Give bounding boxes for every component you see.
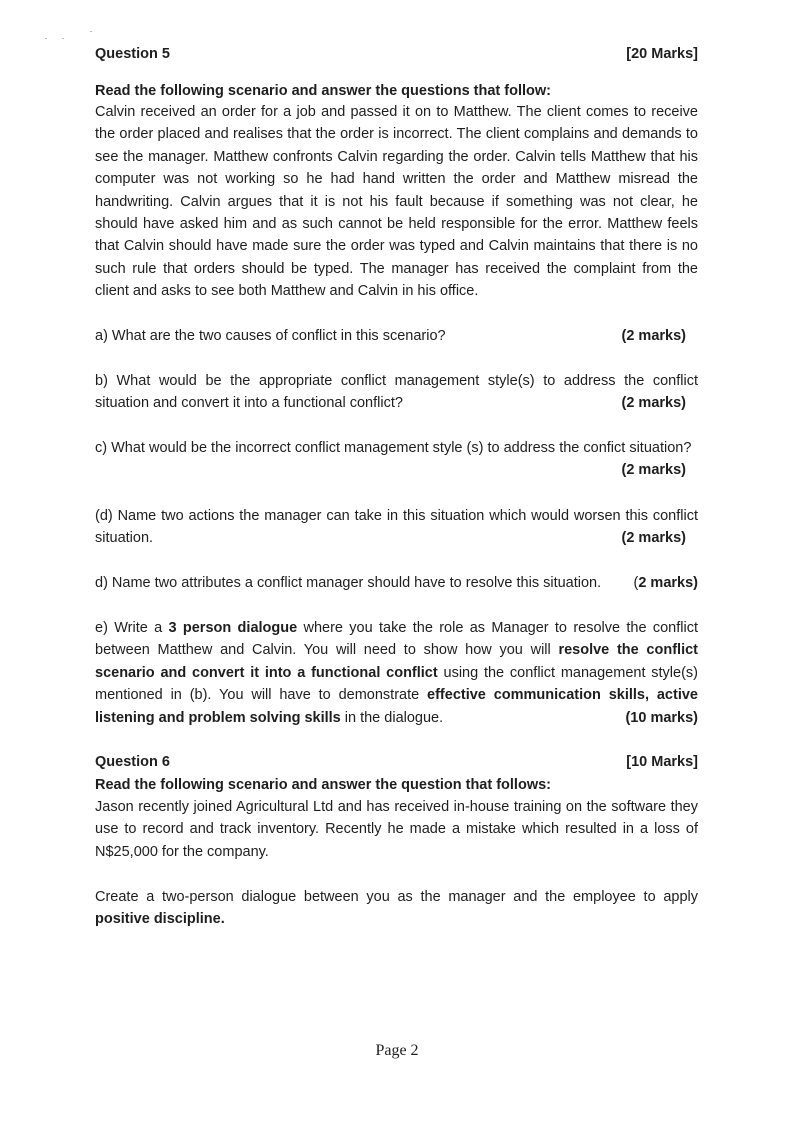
question-5c bbox=[95, 437, 698, 482]
question-6-title: Question 6 bbox=[95, 754, 170, 770]
question-5e-marks: (10 marks) bbox=[625, 709, 698, 726]
q6-task-text: Create a two-person dialogue between you as the manager and the employee to apply bbox=[95, 889, 698, 905]
q5e-text-3: using the conflict management style(s) mentioned in (b). You will have to demonstrate bbox=[95, 664, 698, 704]
question-5d-actions-marks: (2 marks) bbox=[621, 530, 686, 547]
marks-open-paren: ( bbox=[633, 575, 639, 591]
q5e-emphasis-2: resolve the conflict scenario and convert it into a functional conflict bbox=[95, 642, 698, 681]
question-5-instruction: Read the following scenario and answer the questions that follow: bbox=[95, 83, 551, 99]
question-5b-line-2: situation and convert it into a functional conflict? bbox=[95, 395, 403, 412]
q5e-emphasis-3: effective communication skills, active listening and problem solving skills bbox=[95, 687, 698, 726]
question-5-marks: [20 Marks] bbox=[626, 46, 698, 62]
question-6-scenario: Jason recently joined Agricultural Ltd and has received in-house training on the software they use to record and track inventory. Recently he made a mistake which resulted in a loss of N$25,000 for the company. bbox=[95, 799, 698, 860]
question-5e bbox=[95, 617, 698, 729]
question-5c-marks: (2 marks) bbox=[621, 462, 686, 479]
scan-speck bbox=[45, 38, 47, 39]
q6-task-emphasis: positive discipline bbox=[95, 911, 221, 928]
page-number: Page 2 bbox=[375, 1042, 419, 1059]
question-5-scenario: Calvin received an order for a job and passed it on to Matthew. The client comes to receive the order placed and realises that the order is incorrect. The client complains and demands to see the manager. Matthew confronts Calvin regarding the order. Calvin tells Matthew that his computer was not working so he had hand written the order and Matthew misread the handwriting. Calvin argues that it is not his fault because if something was not clear, he should have asked him and as such cannot be held responsible for the error. Matthew feels that Calvin should have made sure the order was typed and Calvin maintains that there is no such rule that orders should be typed. The manager has received the complaint from the client and asks to see both Matthew and Calvin in his office. bbox=[95, 104, 698, 300]
question-5d-actions-line-1: (d) Name two actions the manager can take in this situation which would worsen this conflict bbox=[95, 508, 698, 524]
marks-value: 2 marks bbox=[638, 575, 694, 591]
q5e-emphasis-1: 3 person dialogue bbox=[168, 620, 298, 636]
question-5-header bbox=[95, 43, 698, 65]
q6-task-end: . bbox=[220, 911, 225, 928]
question-6-marks: [10 Marks] bbox=[626, 754, 698, 770]
marks-close-paren: ) bbox=[693, 575, 698, 591]
question-5d-actions bbox=[95, 505, 698, 550]
question-5-title: Question 5 bbox=[95, 46, 170, 62]
question-5e-text bbox=[95, 617, 698, 729]
question-6-header bbox=[95, 751, 698, 773]
question-5d-attributes-marks bbox=[633, 572, 698, 594]
scan-speck bbox=[62, 38, 64, 39]
question-5a-marks: (2 marks) bbox=[621, 328, 686, 344]
question-5b-line-1: b) What would be the appropriate conflict management style(s) to address the conflict bbox=[95, 373, 698, 389]
question-5a-text: a) What are the two causes of conflict in this scenario? bbox=[95, 328, 446, 344]
scan-speck bbox=[90, 31, 92, 32]
question-5d-attributes bbox=[95, 572, 698, 594]
q5e-text-4: in the dialogue. bbox=[340, 709, 444, 726]
q5e-text-2: where you take the role as Manager to resolve the conflict between Matthew and Calvin. You will need to show how you will bbox=[95, 620, 698, 659]
question-5d-attributes-text: d) Name two attributes a conflict manager should have to resolve this situation. bbox=[95, 575, 602, 591]
question-6-instruction: Read the following scenario and answer the question that follows: bbox=[95, 777, 551, 793]
question-5b-marks: (2 marks) bbox=[621, 395, 686, 412]
question-5c-text: c) What would be the incorrect conflict management style (s) to address the confict situation? bbox=[95, 440, 692, 456]
question-6-task bbox=[95, 886, 698, 931]
question-5b bbox=[95, 370, 698, 415]
q5e-text-1: e) Write a bbox=[95, 620, 169, 636]
question-5d-actions-line-2: situation. bbox=[95, 530, 154, 547]
question-5a bbox=[95, 325, 698, 347]
